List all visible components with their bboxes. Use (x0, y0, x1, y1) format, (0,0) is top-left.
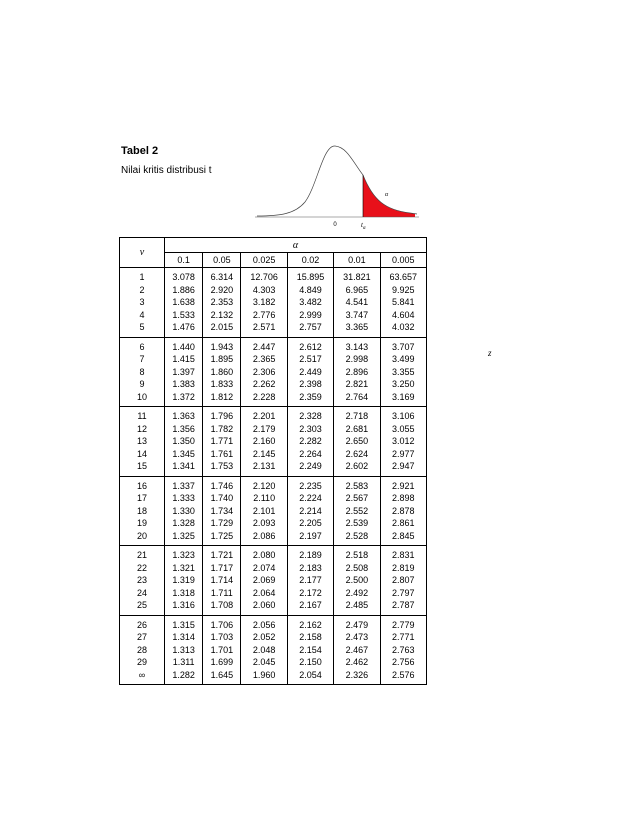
value-cell: 3.365 (334, 321, 380, 337)
value-cell: 4.303 (241, 284, 287, 297)
table-row (120, 669, 427, 685)
column-header: 0.025 (241, 253, 287, 268)
value-cell: 2.132 (203, 309, 241, 322)
value-cell: 2.624 (334, 448, 380, 461)
value-cell: 1.886 (165, 284, 203, 297)
df-cell: 7 (120, 353, 165, 366)
value-cell: 2.110 (241, 492, 287, 505)
value-cell: 2.583 (334, 476, 380, 492)
t-distribution-figure (255, 140, 425, 232)
value-cell: 2.074 (241, 562, 287, 575)
value-cell: 1.943 (203, 337, 241, 353)
df-cell: 26 (120, 615, 165, 631)
column-header: 0.1 (165, 253, 203, 268)
df-cell: 27 (120, 631, 165, 644)
table-row (120, 309, 427, 322)
value-cell: 1.721 (203, 546, 241, 562)
value-cell: 3.012 (380, 435, 426, 448)
value-cell: 2.162 (287, 615, 333, 631)
stray-z-label: z (488, 348, 492, 358)
value-cell: 2.235 (287, 476, 333, 492)
t-alpha-sub: α (362, 226, 366, 231)
df-cell: 5 (120, 321, 165, 337)
value-cell: 1.740 (203, 492, 241, 505)
value-cell: 2.999 (287, 309, 333, 322)
value-cell: 2.779 (380, 615, 426, 631)
value-cell: 2.500 (334, 574, 380, 587)
alpha-header: α (165, 238, 427, 253)
table-row (120, 337, 427, 353)
df-cell: 1 (120, 268, 165, 284)
value-cell: 1.706 (203, 615, 241, 631)
value-cell: 2.214 (287, 505, 333, 518)
value-cell: 3.078 (165, 268, 203, 284)
value-cell: 1.356 (165, 423, 203, 436)
value-cell: 3.169 (380, 391, 426, 407)
value-cell: 2.101 (241, 505, 287, 518)
value-cell: 3.355 (380, 366, 426, 379)
value-cell: 3.250 (380, 378, 426, 391)
table-row (120, 448, 427, 461)
alpha-label: α (385, 192, 389, 198)
value-cell: 3.143 (334, 337, 380, 353)
value-cell: 6.314 (203, 268, 241, 284)
df-cell: 21 (120, 546, 165, 562)
value-cell: 2.064 (241, 587, 287, 600)
value-cell: 1.282 (165, 669, 203, 685)
df-cell: 10 (120, 391, 165, 407)
value-cell: 1.725 (203, 530, 241, 546)
value-cell: 1.645 (203, 669, 241, 685)
table-row (120, 391, 427, 407)
value-cell: 2.179 (241, 423, 287, 436)
value-cell: 1.796 (203, 407, 241, 423)
value-cell: 3.499 (380, 353, 426, 366)
df-cell: 16 (120, 476, 165, 492)
df-cell: 25 (120, 599, 165, 615)
value-cell: 12.706 (241, 268, 287, 284)
value-cell: 2.264 (287, 448, 333, 461)
value-cell: 2.282 (287, 435, 333, 448)
value-cell: 2.154 (287, 644, 333, 657)
table-row (120, 505, 427, 518)
value-cell: 1.717 (203, 562, 241, 575)
table-row (120, 460, 427, 476)
value-cell: 2.473 (334, 631, 380, 644)
value-cell: 2.612 (287, 337, 333, 353)
value-cell: 1.714 (203, 574, 241, 587)
table-row (120, 644, 427, 657)
value-cell: 4.604 (380, 309, 426, 322)
value-cell: 2.086 (241, 530, 287, 546)
table-row (120, 476, 427, 492)
value-cell: 2.878 (380, 505, 426, 518)
zero-label: 0 (333, 222, 337, 228)
value-cell: 2.479 (334, 615, 380, 631)
value-cell: 2.398 (287, 378, 333, 391)
df-cell: 3 (120, 296, 165, 309)
value-cell: 6.965 (334, 284, 380, 297)
value-cell: 2.861 (380, 517, 426, 530)
value-cell: 1.318 (165, 587, 203, 600)
df-cell: 14 (120, 448, 165, 461)
value-cell: 1.895 (203, 353, 241, 366)
value-cell: 15.895 (287, 268, 333, 284)
value-cell: 3.055 (380, 423, 426, 436)
value-cell: 1.703 (203, 631, 241, 644)
column-header: 0.05 (203, 253, 241, 268)
value-cell: 1.833 (203, 378, 241, 391)
value-cell: 2.819 (380, 562, 426, 575)
table-row (120, 378, 427, 391)
value-cell: 2.353 (203, 296, 241, 309)
value-cell: 2.205 (287, 517, 333, 530)
value-cell: 2.045 (241, 656, 287, 669)
value-cell: 2.718 (334, 407, 380, 423)
value-cell: 2.048 (241, 644, 287, 657)
value-cell: 2.015 (203, 321, 241, 337)
value-cell: 2.518 (334, 546, 380, 562)
value-cell: 1.341 (165, 460, 203, 476)
value-cell: 2.571 (241, 321, 287, 337)
value-cell: 2.517 (287, 353, 333, 366)
value-cell: 2.947 (380, 460, 426, 476)
df-cell: 8 (120, 366, 165, 379)
value-cell: 1.319 (165, 574, 203, 587)
value-cell: 2.462 (334, 656, 380, 669)
value-cell: 3.707 (380, 337, 426, 353)
value-cell: 2.306 (241, 366, 287, 379)
table-row (120, 284, 427, 297)
value-cell: 2.485 (334, 599, 380, 615)
df-cell: 22 (120, 562, 165, 575)
table-row (120, 562, 427, 575)
value-cell: 2.052 (241, 631, 287, 644)
table-row (120, 492, 427, 505)
value-cell: 2.447 (241, 337, 287, 353)
value-cell: 1.708 (203, 599, 241, 615)
value-cell: 1.701 (203, 644, 241, 657)
df-cell: 15 (120, 460, 165, 476)
table-row (120, 423, 427, 436)
value-cell: 2.328 (287, 407, 333, 423)
value-cell: 1.397 (165, 366, 203, 379)
value-cell: 1.440 (165, 337, 203, 353)
value-cell: 2.326 (334, 669, 380, 685)
df-cell: 24 (120, 587, 165, 600)
table-row (120, 296, 427, 309)
value-cell: 1.476 (165, 321, 203, 337)
value-cell: 2.183 (287, 562, 333, 575)
table-row (120, 321, 427, 337)
df-cell: 20 (120, 530, 165, 546)
value-cell: 2.602 (334, 460, 380, 476)
value-cell: 2.921 (380, 476, 426, 492)
table-row (120, 574, 427, 587)
value-cell: 1.311 (165, 656, 203, 669)
column-header: 0.005 (380, 253, 426, 268)
value-cell: 2.080 (241, 546, 287, 562)
table-row (120, 435, 427, 448)
value-cell: 2.528 (334, 530, 380, 546)
value-cell: 2.201 (241, 407, 287, 423)
value-cell: 9.925 (380, 284, 426, 297)
value-cell: 2.797 (380, 587, 426, 600)
value-cell: 1.812 (203, 391, 241, 407)
value-cell: 1.860 (203, 366, 241, 379)
value-cell: 1.315 (165, 615, 203, 631)
value-cell: 2.787 (380, 599, 426, 615)
table-row (120, 517, 427, 530)
value-cell: 2.224 (287, 492, 333, 505)
table-row (120, 631, 427, 644)
df-cell: 23 (120, 574, 165, 587)
value-cell: 1.761 (203, 448, 241, 461)
table-row (120, 268, 427, 284)
value-cell: 2.467 (334, 644, 380, 657)
value-cell: 2.249 (287, 460, 333, 476)
value-cell: 1.753 (203, 460, 241, 476)
df-cell: ∞ (120, 669, 165, 685)
value-cell: 2.303 (287, 423, 333, 436)
value-cell: 1.771 (203, 435, 241, 448)
value-cell: 2.056 (241, 615, 287, 631)
df-cell: 6 (120, 337, 165, 353)
value-cell: 1.699 (203, 656, 241, 669)
value-cell: 1.328 (165, 517, 203, 530)
value-cell: 2.172 (287, 587, 333, 600)
value-cell: 2.831 (380, 546, 426, 562)
value-cell: 2.567 (334, 492, 380, 505)
value-cell: 2.131 (241, 460, 287, 476)
value-cell: 2.365 (241, 353, 287, 366)
value-cell: 2.160 (241, 435, 287, 448)
value-cell: 1.960 (241, 669, 287, 685)
value-cell: 2.764 (334, 391, 380, 407)
value-cell: 63.657 (380, 268, 426, 284)
value-cell: 1.333 (165, 492, 203, 505)
value-cell: 2.821 (334, 378, 380, 391)
df-cell: 4 (120, 309, 165, 322)
table-row (120, 407, 427, 423)
table-row (120, 546, 427, 562)
table-row (120, 366, 427, 379)
value-cell: 1.746 (203, 476, 241, 492)
column-header: 0.02 (287, 253, 333, 268)
value-cell: 1.729 (203, 517, 241, 530)
value-cell: 2.539 (334, 517, 380, 530)
value-cell: 1.325 (165, 530, 203, 546)
value-cell: 1.350 (165, 435, 203, 448)
value-cell: 3.747 (334, 309, 380, 322)
value-cell: 1.323 (165, 546, 203, 562)
table-row (120, 530, 427, 546)
value-cell: 2.060 (241, 599, 287, 615)
value-cell: 2.262 (241, 378, 287, 391)
value-cell: 2.054 (287, 669, 333, 685)
value-cell: 2.492 (334, 587, 380, 600)
value-cell: 2.757 (287, 321, 333, 337)
t-critical-table (119, 237, 427, 685)
value-cell: 1.314 (165, 631, 203, 644)
value-cell: 3.482 (287, 296, 333, 309)
df-cell: 11 (120, 407, 165, 423)
value-cell: 2.359 (287, 391, 333, 407)
value-cell: 1.363 (165, 407, 203, 423)
table-row (120, 656, 427, 669)
df-cell: 2 (120, 284, 165, 297)
table-row (120, 587, 427, 600)
df-cell: 12 (120, 423, 165, 436)
nu-header: ν (120, 238, 165, 268)
value-cell: 4.849 (287, 284, 333, 297)
value-cell: 5.841 (380, 296, 426, 309)
value-cell: 2.552 (334, 505, 380, 518)
table-row (120, 615, 427, 631)
value-cell: 1.533 (165, 309, 203, 322)
table-title: Tabel 2 (121, 145, 159, 157)
value-cell: 2.650 (334, 435, 380, 448)
value-cell: 2.177 (287, 574, 333, 587)
value-cell: 1.330 (165, 505, 203, 518)
value-cell: 2.069 (241, 574, 287, 587)
value-cell: 2.158 (287, 631, 333, 644)
value-cell: 2.145 (241, 448, 287, 461)
value-cell: 2.228 (241, 391, 287, 407)
df-cell: 13 (120, 435, 165, 448)
value-cell: 2.977 (380, 448, 426, 461)
value-cell: 2.998 (334, 353, 380, 366)
value-cell: 1.782 (203, 423, 241, 436)
value-cell: 2.150 (287, 656, 333, 669)
value-cell: 1.313 (165, 644, 203, 657)
value-cell: 1.321 (165, 562, 203, 575)
table-row (120, 353, 427, 366)
value-cell: 2.756 (380, 656, 426, 669)
value-cell: 1.345 (165, 448, 203, 461)
value-cell: 1.372 (165, 391, 203, 407)
t-label: t (361, 221, 363, 229)
density-curve (257, 146, 417, 216)
value-cell: 3.182 (241, 296, 287, 309)
table-subtitle: Nilai kritis distribusi t (121, 165, 212, 176)
value-cell: 4.541 (334, 296, 380, 309)
df-cell: 18 (120, 505, 165, 518)
value-cell: 1.638 (165, 296, 203, 309)
value-cell: 2.449 (287, 366, 333, 379)
value-cell: 2.167 (287, 599, 333, 615)
df-cell: 29 (120, 656, 165, 669)
value-cell: 2.681 (334, 423, 380, 436)
value-cell: 2.920 (203, 284, 241, 297)
t-alpha-label (361, 221, 366, 231)
value-cell: 1.316 (165, 599, 203, 615)
value-cell: 2.189 (287, 546, 333, 562)
value-cell: 1.415 (165, 353, 203, 366)
value-cell: 1.711 (203, 587, 241, 600)
value-cell: 2.845 (380, 530, 426, 546)
df-cell: 19 (120, 517, 165, 530)
value-cell: 2.120 (241, 476, 287, 492)
value-cell: 1.337 (165, 476, 203, 492)
value-cell: 2.771 (380, 631, 426, 644)
df-cell: 9 (120, 378, 165, 391)
value-cell: 2.807 (380, 574, 426, 587)
value-cell: 2.776 (241, 309, 287, 322)
value-cell: 1.383 (165, 378, 203, 391)
table-row (120, 599, 427, 615)
value-cell: 31.821 (334, 268, 380, 284)
tail-area (363, 175, 415, 217)
value-cell: 2.576 (380, 669, 426, 685)
value-cell: 2.093 (241, 517, 287, 530)
value-cell: 2.197 (287, 530, 333, 546)
column-header: 0.01 (334, 253, 380, 268)
value-cell: 2.508 (334, 562, 380, 575)
value-cell: 3.106 (380, 407, 426, 423)
value-cell: 2.763 (380, 644, 426, 657)
value-cell: 2.896 (334, 366, 380, 379)
df-cell: 28 (120, 644, 165, 657)
value-cell: 4.032 (380, 321, 426, 337)
value-cell: 2.898 (380, 492, 426, 505)
value-cell: 1.734 (203, 505, 241, 518)
df-cell: 17 (120, 492, 165, 505)
